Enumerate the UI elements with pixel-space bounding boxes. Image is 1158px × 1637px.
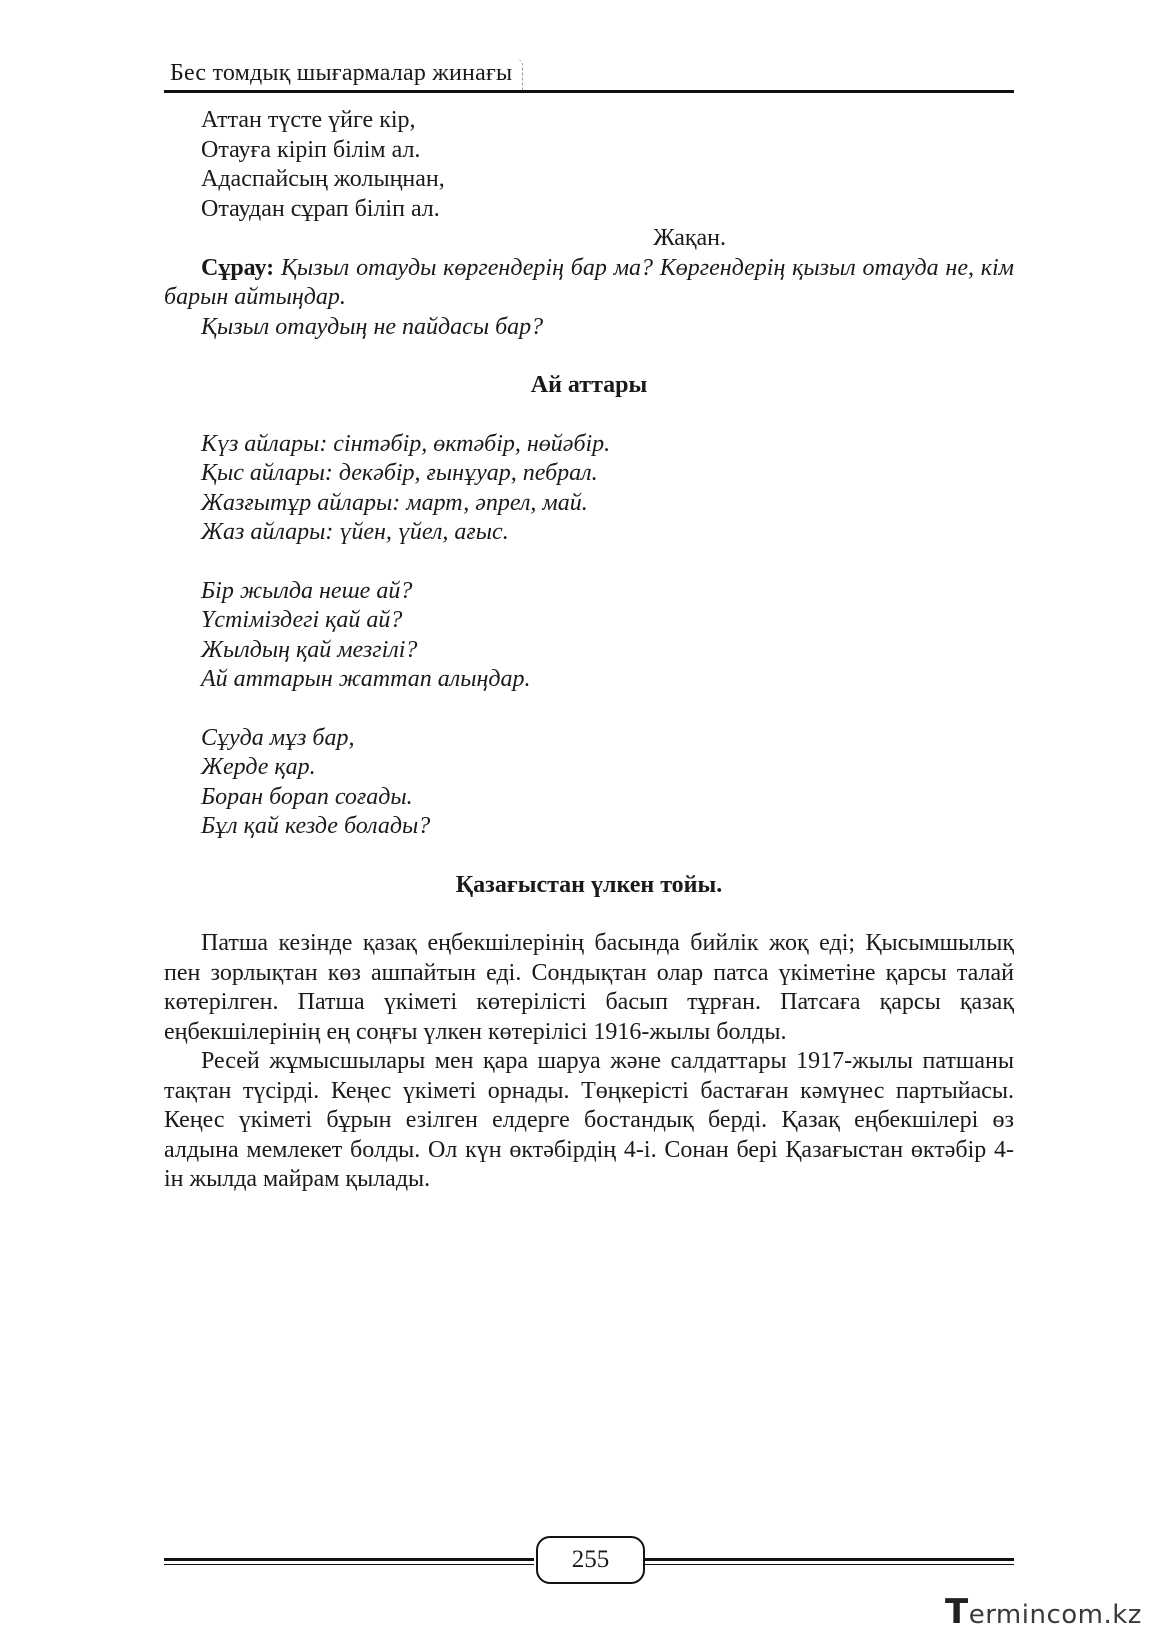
poem-line: Аттан түсте үйге кір, xyxy=(201,107,416,133)
footer-rule-right xyxy=(643,1558,1014,1565)
site-watermark xyxy=(945,1592,1142,1632)
stanza-line: Ай аттарын жаттап алыңдар. xyxy=(201,666,531,692)
stanza-line: Қыс айлары: декәбір, ғынұуар, пебрал. xyxy=(201,460,598,486)
section-heading-month-names: Ай аттары xyxy=(530,372,648,398)
footer-rule-left xyxy=(164,1558,534,1565)
stanza-line: Жазғытұр айлары: март, әпрел, май. xyxy=(201,489,588,516)
stanza-line: Күз айлары: сінтәбір, өктәбір, нөйәбір. xyxy=(201,430,611,457)
stanza-winter xyxy=(164,724,1014,842)
question-line: Қызыл отаудың не пайдасы бар? xyxy=(201,313,544,340)
stanza-line: Сұуда мұз бар, xyxy=(201,724,355,751)
stanza-seasons xyxy=(164,430,1014,548)
watermark-logo-letter: T xyxy=(945,1592,969,1632)
question-text: Қызыл отауды көргендерің бар ма? Көргендерің қызыл отауда не, кім барын айтыңдар. xyxy=(164,254,1015,310)
page-content xyxy=(164,106,1014,1195)
poem-line: Адаспайсың жолыңнан, xyxy=(201,166,445,192)
stanza-line: Жылдың қай мезгілі? xyxy=(201,636,418,663)
stanza-line: Жаз айлары: үйен, үйел, ағыс. xyxy=(201,519,509,545)
stanza-line: Боран борап соғады. xyxy=(201,783,413,810)
stanza-line: Бір жылда неше ай? xyxy=(201,577,413,604)
section-heading-holiday: Қазағыстан үлкен тойы. xyxy=(455,871,723,898)
stanza-line: Бұл қай кезде болады? xyxy=(201,813,431,839)
question-line-2 xyxy=(164,313,1014,343)
poem-1 xyxy=(164,106,1014,224)
watermark-text: ermincom.kz xyxy=(968,1600,1142,1630)
poem-line: Отауға кіріп білім ал. xyxy=(201,136,421,163)
body-paragraph: Ресей жұмысшылары мен қара шаруа және салдаттары 1917-жылы патшаны тақтан түсірді. Кеңес үкіметі орнады. Төңкерісті бастаған кәмүнес партыйасы. Кеңес үкіметі бұрын езілген елдерге бостандық берді. Қазақ еңбекшілері өз алдына мемлекет болды. Ол күн өктәбірдің 4-і. Сонан бері Қазағыстан өктәбір 4-ін жылда майрам қылады. xyxy=(164,1048,1014,1192)
poem-author: Жақан. xyxy=(653,225,726,251)
stanza-line: Үстіміздегі қай ай? xyxy=(201,607,403,633)
question-block xyxy=(164,254,1014,313)
stanza-questions xyxy=(164,577,1014,695)
stanza-line: Жерде қар. xyxy=(201,754,316,780)
header-rule xyxy=(164,90,1014,93)
question-label: Сұрау: xyxy=(201,254,275,281)
body-paragraph: Патша кезінде қазақ еңбекшілерінің басында бийлік жоқ еді; Қысымшылық пен зорлықтан көз ашпайтын еді. Сондықтан олар патса үкіметіне қарсы талай көтерілген. Патша үкіметі көтерілісті басып тұрған. Патсаға қарсы қазақ еңбекшілерінің ең соңғы үлкен көтерілісі 1916-жылы болды. xyxy=(164,930,1014,1045)
poem-line: Отаудан сұрап біліп ал. xyxy=(201,195,440,222)
running-header-title: Бес томдық шығармалар жинағы xyxy=(164,58,523,91)
page-number: 255 xyxy=(536,1536,645,1584)
